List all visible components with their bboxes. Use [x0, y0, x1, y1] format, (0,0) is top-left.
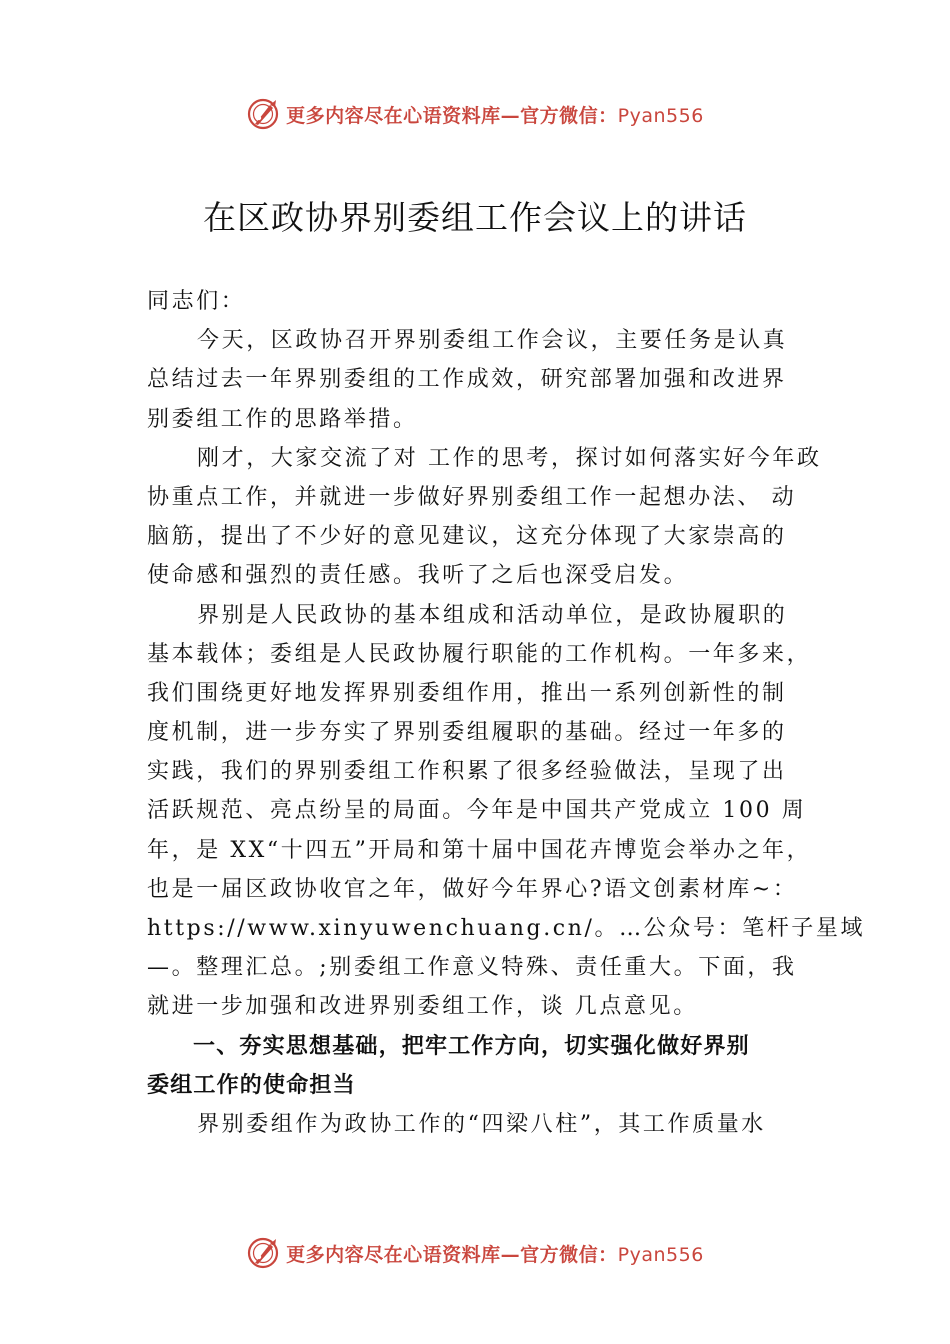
- paragraph-line: 今天，区政协召开界别委组工作会议，主要任务是认真: [197, 328, 788, 354]
- paragraph-line: 脑筋，提出了不少好的意见建议，这充分体现了大家崇高的: [147, 524, 787, 550]
- paragraph-line: 界别是人民政协的基本组成和活动单位，是政协履职的: [197, 602, 788, 628]
- section-heading: 委组工作的使命担当: [147, 1072, 356, 1098]
- paragraph-line: 别委组工作的思路举措。: [147, 406, 418, 432]
- paragraph-line: 界别委组作为政协工作的“四梁八柱”，其工作质量水: [197, 1111, 766, 1137]
- section-heading: 一、夯实思想基础，把牢工作方向，切实强化做好界别: [193, 1033, 750, 1059]
- paragraph-line: 年，是 XX“十四五”开局和第十届中国花卉博览会举办之年，: [147, 837, 812, 863]
- paragraph-line: 基本载体；委组是人民政协履行职能的工作机构。一年多来，: [147, 641, 812, 667]
- header-banner: [0, 94, 950, 134]
- quill-logo-icon: [246, 1236, 280, 1270]
- banner-wechat-id: Pyan556: [617, 104, 704, 127]
- paragraph-line: 也是一届区政协收官之年，做好今年界心?语文创素材库~：: [147, 876, 798, 902]
- paragraph-line: 活跃规范、亮点纷呈的局面。今年是中国共产党成立 100 周: [147, 798, 807, 824]
- document-body: [147, 282, 866, 1144]
- paragraph-line: 使命感和强烈的责任感。我听了之后也深受启发。: [147, 563, 689, 589]
- paragraph-line: 总结过去一年界别委组的工作成效，研究部署加强和改进界: [147, 367, 787, 393]
- footer-banner: [0, 1233, 950, 1273]
- paragraph-line: —。整理汇总。;别委组工作意义特殊、责任重大。下面，我: [147, 955, 797, 981]
- document-title: 在区政协界别委组工作会议上的讲话: [203, 198, 747, 237]
- salutation: 同志们：: [147, 289, 246, 314]
- paragraph-line: 度机制，进一步夯实了界别委组履职的基础。经过一年多的: [147, 720, 787, 746]
- quill-logo-icon: [246, 97, 280, 131]
- banner-label: 更多内容尽在心语资料库—官方微信：: [286, 1243, 618, 1266]
- paragraph-line-url: https://www.xinyuwenchuang.cn/。…公众号：笔杆子星域: [147, 916, 866, 941]
- paragraph-line: 我们围绕更好地发挥界别委组作用，推出一系列创新性的制: [147, 680, 787, 706]
- banner-text: [286, 1240, 704, 1267]
- banner-label: 更多内容尽在心语资料库—官方微信：: [286, 104, 618, 127]
- banner-wechat-id: Pyan556: [617, 1243, 704, 1266]
- paragraph-line: 协重点工作，并就进一步做好界别委组工作一起想办法、 动: [147, 484, 797, 510]
- banner-text: [286, 101, 704, 128]
- paragraph-line: 就进一步加强和改进界别委组工作，谈 几点意见。: [147, 994, 698, 1020]
- paragraph-line: 刚才，大家交流了对 工作的思考，探讨如何落实好今年政: [197, 445, 822, 471]
- paragraph-line: 实践，我们的界别委组工作积累了很多经验做法，呈现了出: [147, 759, 787, 785]
